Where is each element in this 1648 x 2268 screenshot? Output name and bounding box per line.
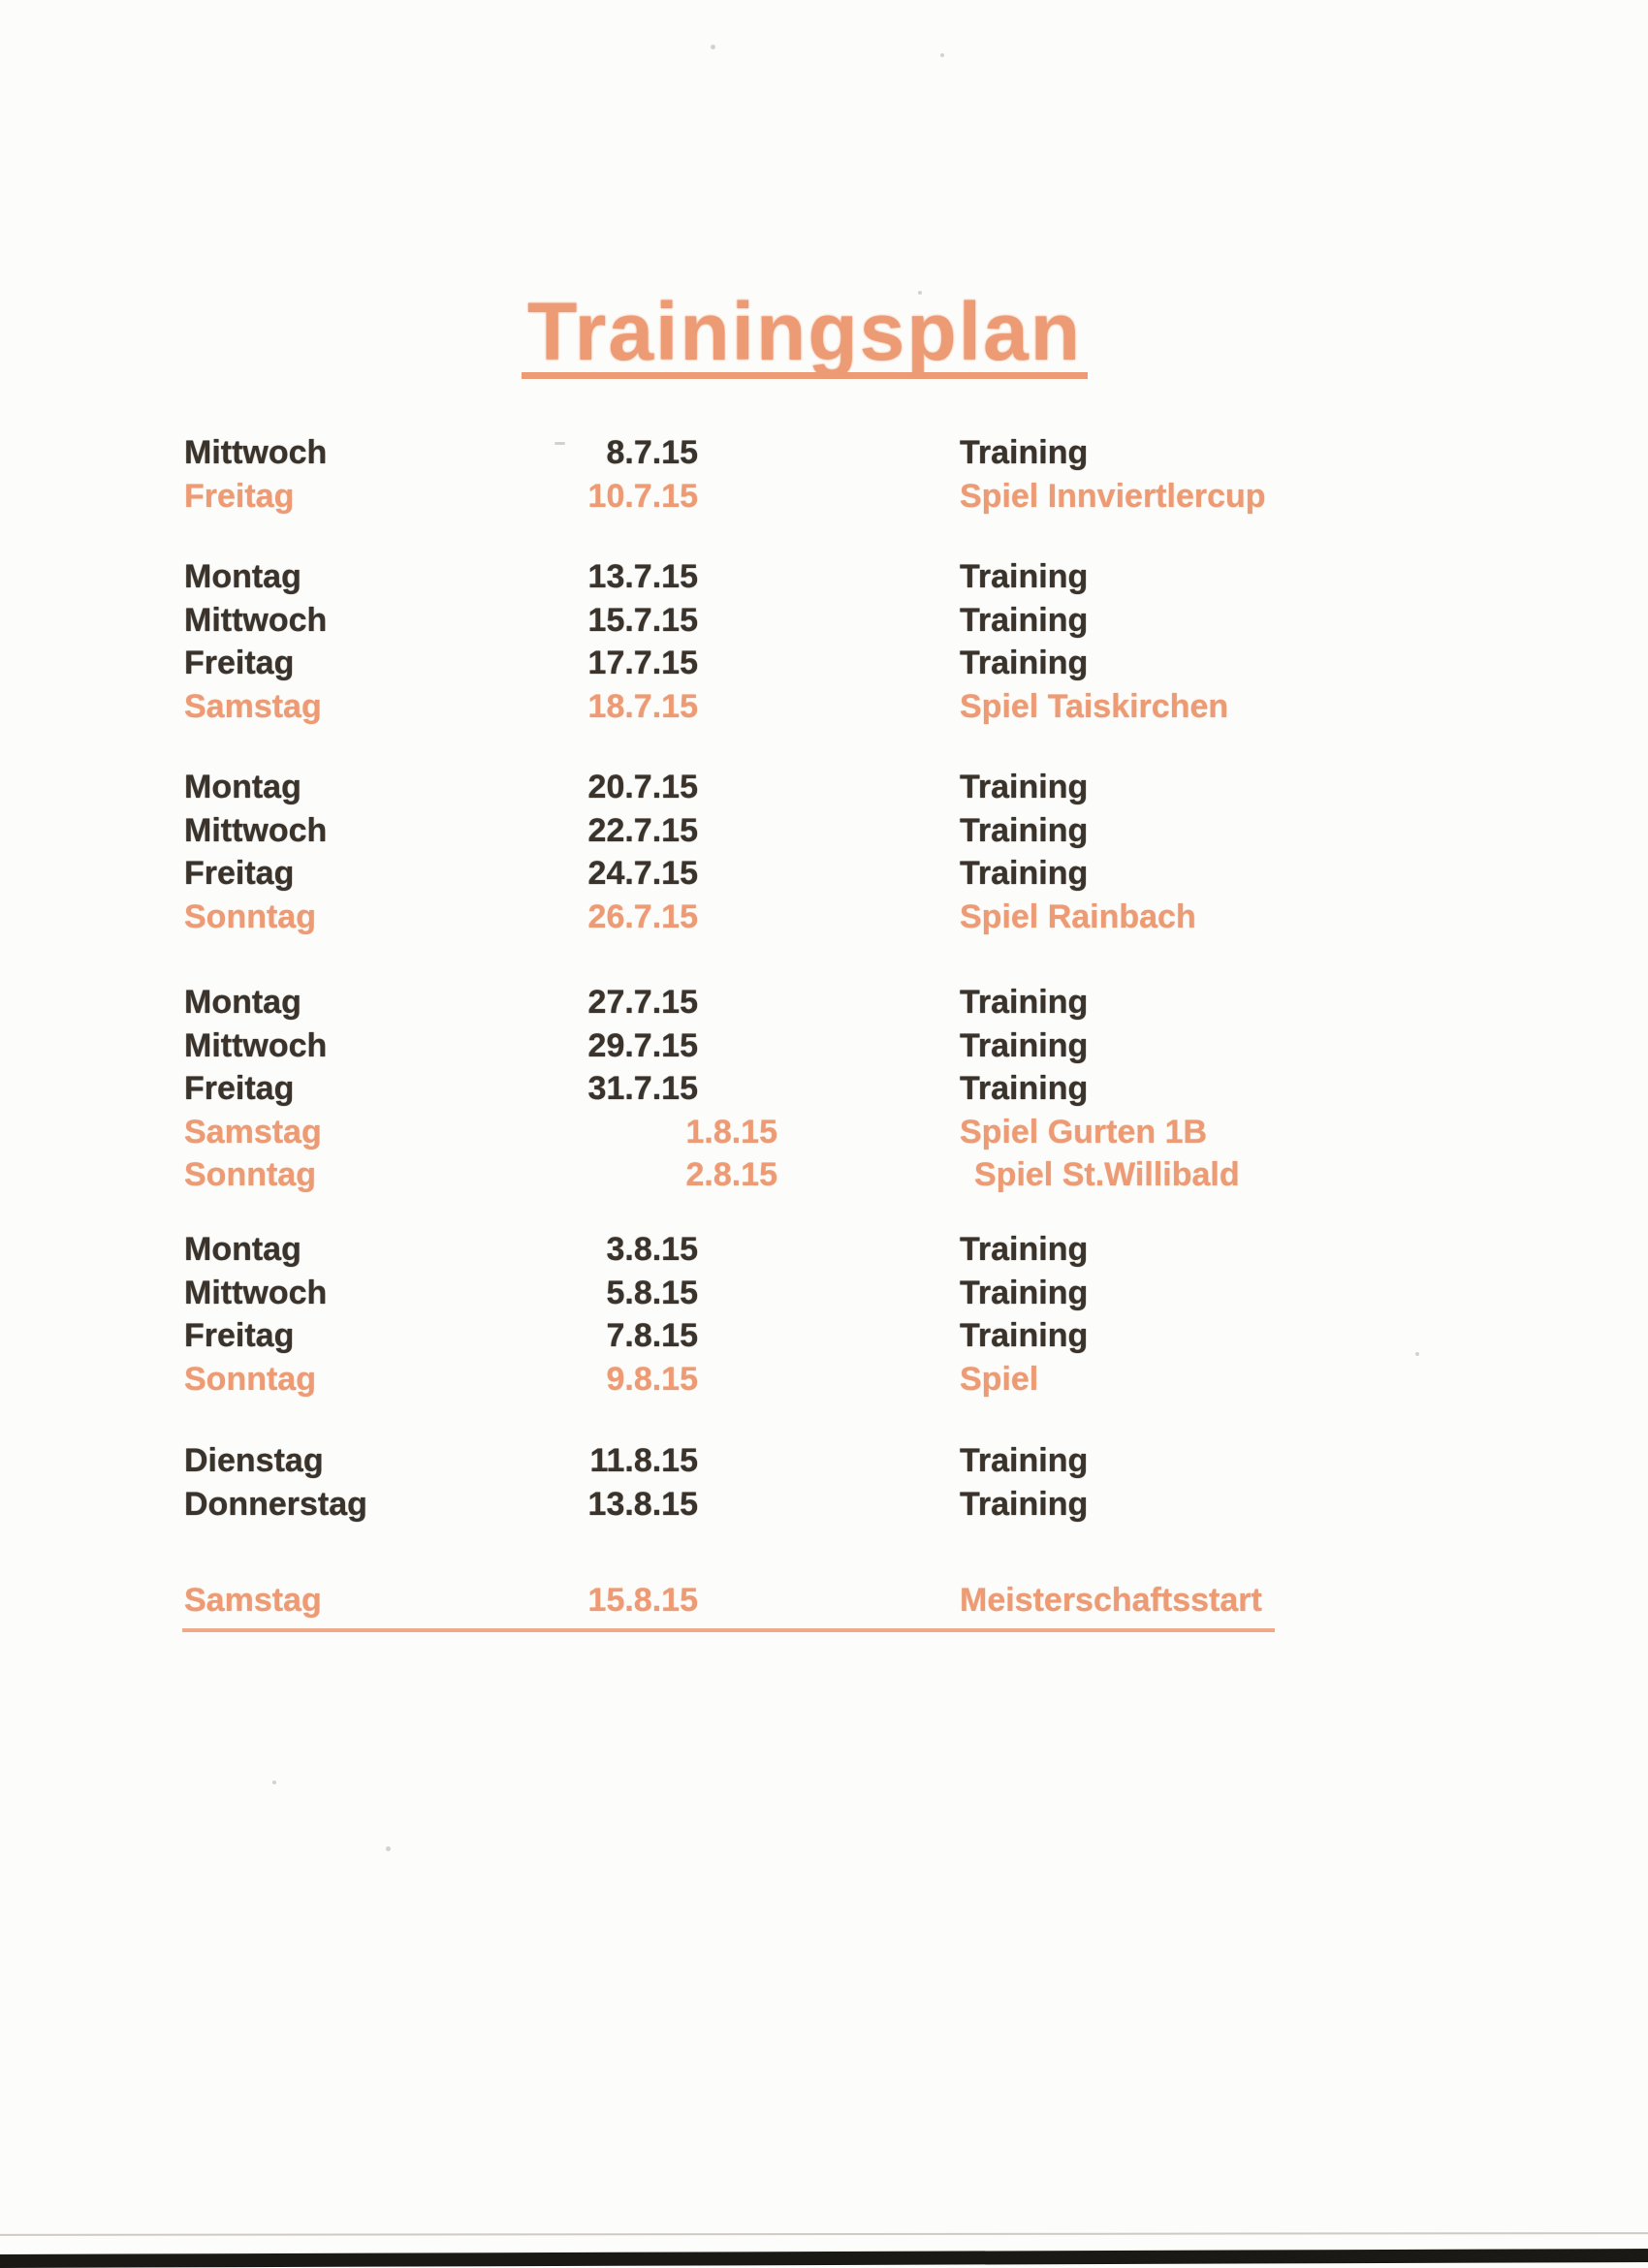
schedule-block [0, 1228, 1648, 1401]
date-cell: 29.7.15 [587, 1026, 698, 1064]
date-cell: 1.8.15 [685, 1113, 777, 1150]
scan-speck [940, 53, 944, 57]
schedule-row [0, 852, 1648, 896]
schedule-block [0, 555, 1648, 728]
date-cell: 7.8.15 [606, 1317, 698, 1354]
day-cell: Sonntag [184, 1360, 316, 1398]
date-cell: 3.8.15 [606, 1231, 698, 1268]
day-cell: Mittwoch [184, 1274, 328, 1311]
date-cell: 31.7.15 [587, 1070, 698, 1107]
event-cell: Training [960, 1070, 1089, 1107]
day-cell: Samstag [184, 1113, 322, 1150]
day-cell: Mittwoch [184, 811, 328, 849]
page-title: Trainingsplan [522, 291, 1088, 379]
day-cell: Sonntag [184, 1156, 316, 1193]
event-cell: Training [960, 1026, 1089, 1064]
date-cell: 15.7.15 [587, 601, 698, 639]
day-cell: Montag [184, 558, 301, 595]
date-cell: 26.7.15 [587, 898, 698, 935]
schedule-block [0, 1439, 1648, 1526]
date-cell: 8.7.15 [606, 434, 698, 471]
day-cell: Montag [184, 984, 301, 1021]
title-wrap [0, 286, 1609, 379]
scan-speck [1415, 1352, 1419, 1356]
date-cell: 11.8.15 [589, 1442, 698, 1479]
date-cell: 27.7.15 [587, 984, 698, 1021]
event-cell: Spiel Rainbach [960, 898, 1196, 935]
date-cell: 15.8.15 [587, 1582, 698, 1619]
schedule-row [0, 555, 1648, 599]
date-cell: 5.8.15 [606, 1274, 698, 1311]
day-cell: Freitag [184, 477, 295, 515]
schedule-row [0, 1439, 1648, 1483]
scan-speck [272, 1780, 276, 1784]
schedule-row [0, 1483, 1648, 1527]
event-cell: Training [960, 769, 1089, 805]
event-cell: Spiel Taiskirchen [960, 687, 1229, 725]
day-cell: Mittwoch [184, 1026, 328, 1064]
day-cell: Freitag [184, 855, 295, 892]
schedule-row [0, 1358, 1648, 1402]
event-cell: Spiel Innviertlercup [960, 477, 1266, 515]
event-cell: Training [960, 601, 1089, 639]
schedule-row [0, 809, 1648, 853]
event-cell: Training [960, 1442, 1089, 1479]
date-cell: 20.7.15 [587, 769, 698, 805]
date-cell: 9.8.15 [606, 1360, 698, 1398]
day-cell: Dienstag [184, 1442, 324, 1479]
event-cell: Training [960, 1231, 1089, 1268]
scan-speck [386, 1846, 391, 1851]
event-cell: Training [960, 558, 1089, 595]
schedule-row [0, 896, 1648, 939]
date-cell: 10.7.15 [587, 477, 698, 515]
event-cell: Training [960, 855, 1089, 892]
scan-speck [711, 45, 715, 49]
schedule-row [0, 1153, 1648, 1197]
scan-edge-band [0, 2249, 1648, 2268]
event-cell: Training [960, 1485, 1089, 1523]
day-cell: Freitag [184, 645, 295, 681]
day-cell: Freitag [184, 1070, 295, 1107]
schedule-row [0, 766, 1648, 809]
scan-speck [555, 442, 565, 445]
date-cell: 18.7.15 [587, 687, 698, 725]
event-cell: Training [960, 645, 1089, 681]
schedule-row [0, 1228, 1648, 1272]
schedule-row [0, 1111, 1648, 1154]
schedule-row [0, 981, 1648, 1024]
date-cell: 22.7.15 [587, 811, 698, 849]
date-cell: 24.7.15 [587, 855, 698, 892]
day-cell: Samstag [184, 687, 322, 725]
schedule-row [0, 475, 1648, 519]
event-cell: Meisterschaftsstart [960, 1582, 1262, 1619]
day-cell: Mittwoch [184, 434, 328, 471]
day-cell: Mittwoch [184, 601, 328, 639]
day-cell: Samstag [184, 1582, 322, 1619]
schedule-row [0, 599, 1648, 643]
schedule-block [0, 431, 1648, 518]
day-cell: Montag [184, 1231, 301, 1268]
schedule-block [0, 981, 1648, 1197]
date-cell: 17.7.15 [587, 645, 698, 681]
day-cell: Montag [184, 769, 301, 805]
final-row-underline [182, 1628, 1275, 1632]
event-cell: Spiel St.Willibald [974, 1156, 1240, 1193]
date-cell: 13.8.15 [587, 1485, 698, 1523]
schedule-row [0, 431, 1648, 475]
schedule-row [0, 1024, 1648, 1068]
schedule-row [0, 685, 1648, 729]
date-cell: 13.7.15 [587, 558, 698, 595]
scan-speck [918, 291, 922, 295]
final-row [0, 1579, 1648, 1622]
event-cell: Training [960, 1274, 1089, 1311]
schedule-row [0, 1067, 1648, 1111]
event-cell: Spiel Gurten 1B [960, 1113, 1208, 1150]
event-cell: Training [960, 984, 1089, 1021]
scan-edge-hairline [0, 2232, 1648, 2236]
event-cell: Training [960, 811, 1089, 849]
date-cell: 2.8.15 [685, 1156, 777, 1193]
event-cell: Training [960, 1317, 1089, 1354]
schedule-row [0, 1314, 1648, 1358]
day-cell: Freitag [184, 1317, 295, 1354]
schedule-block [0, 766, 1648, 938]
event-cell: Training [960, 434, 1089, 471]
day-cell: Sonntag [184, 898, 316, 935]
schedule-row [0, 642, 1648, 685]
event-cell: Spiel [960, 1360, 1039, 1398]
day-cell: Donnerstag [184, 1485, 367, 1523]
schedule-row [0, 1272, 1648, 1315]
